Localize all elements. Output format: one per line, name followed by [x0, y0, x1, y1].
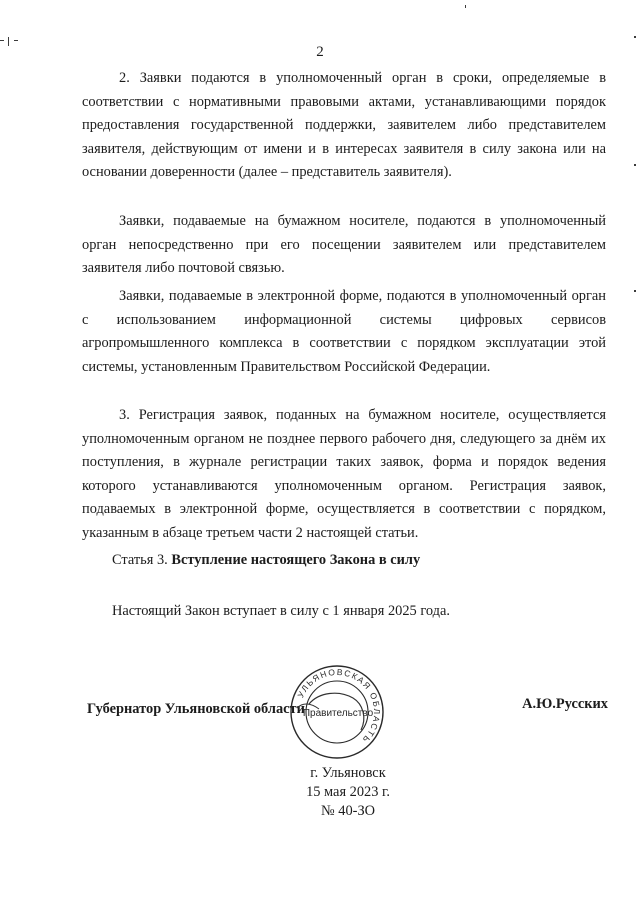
- paragraph-registration: 3. Регистрация заявок, поданных на бумажном носителе, осуществляется уполномоченным органом не позднее первого рабочего дня, следующего за днём их поступления, в журнале регистрации таких заявок, форма и порядок ведения которого устанавливаются уполномоченным органом. Регистрация заявок, подаваемых в электронной форме, осуществляется в соответствии с порядком, указанным в абзаце третьем части 2 настоящей статьи.: [82, 407, 606, 541]
- page-number: 2: [316, 44, 324, 60]
- effective-date-text: Настоящий Закон вступает в силу с 1 января 2025 года.: [112, 603, 450, 619]
- paragraph-electronic-applications: Заявки, подаваемые в электронной форме, подаются в уполномоченный орган с использованием информационной системы цифровых сервисов агропромышленного комплекса в соответствии с порядком эксплуатации этой системы, установленным Правительством Российской Федерации.: [82, 288, 606, 375]
- scan-margin-mark: [634, 164, 636, 166]
- article-number: Статья 3.: [112, 552, 168, 568]
- document-date: 15 мая 2023 г.: [306, 784, 390, 800]
- scan-margin-mark: [634, 36, 636, 38]
- article-heading: [112, 552, 420, 569]
- seal-center-text: Правительство: [302, 708, 374, 719]
- scan-margin-mark: [0, 40, 4, 41]
- scan-margin-mark: [634, 290, 636, 292]
- article-title: Вступление настоящего Закона в силу: [171, 552, 421, 568]
- scan-margin-mark: [465, 5, 466, 8]
- seal-ring-text: УЛЬЯНОВСКАЯ ОБЛАСТЬ: [295, 666, 383, 746]
- scan-margin-mark: [8, 37, 9, 46]
- official-seal: [289, 664, 385, 760]
- place-city: г. Ульяновск: [310, 765, 386, 781]
- scan-margin-mark: [14, 40, 18, 41]
- governor-name: А.Ю.Русских: [522, 696, 608, 712]
- paragraph-paper-applications: Заявки, подаваемые на бумажном носителе, подаются в уполномоченный орган непосредственно при его посещении заявителем или представителем заявителя либо почтовой связью.: [82, 213, 606, 277]
- document-number: № 40-ЗО: [320, 803, 376, 819]
- governor-title: Губернатор Ульяновской области: [87, 701, 305, 717]
- paragraph-applications-submission: 2. Заявки подаются в уполномоченный орган в сроки, определяемые в соответствии с нормативными правовыми актами, устанавливающими порядок предоставления государственной поддержки, заявителем либо представителем заявителя, действующим от имени и в интересах заявителя в силу закона или на основании доверенности (далее – представитель заявителя).: [82, 70, 606, 181]
